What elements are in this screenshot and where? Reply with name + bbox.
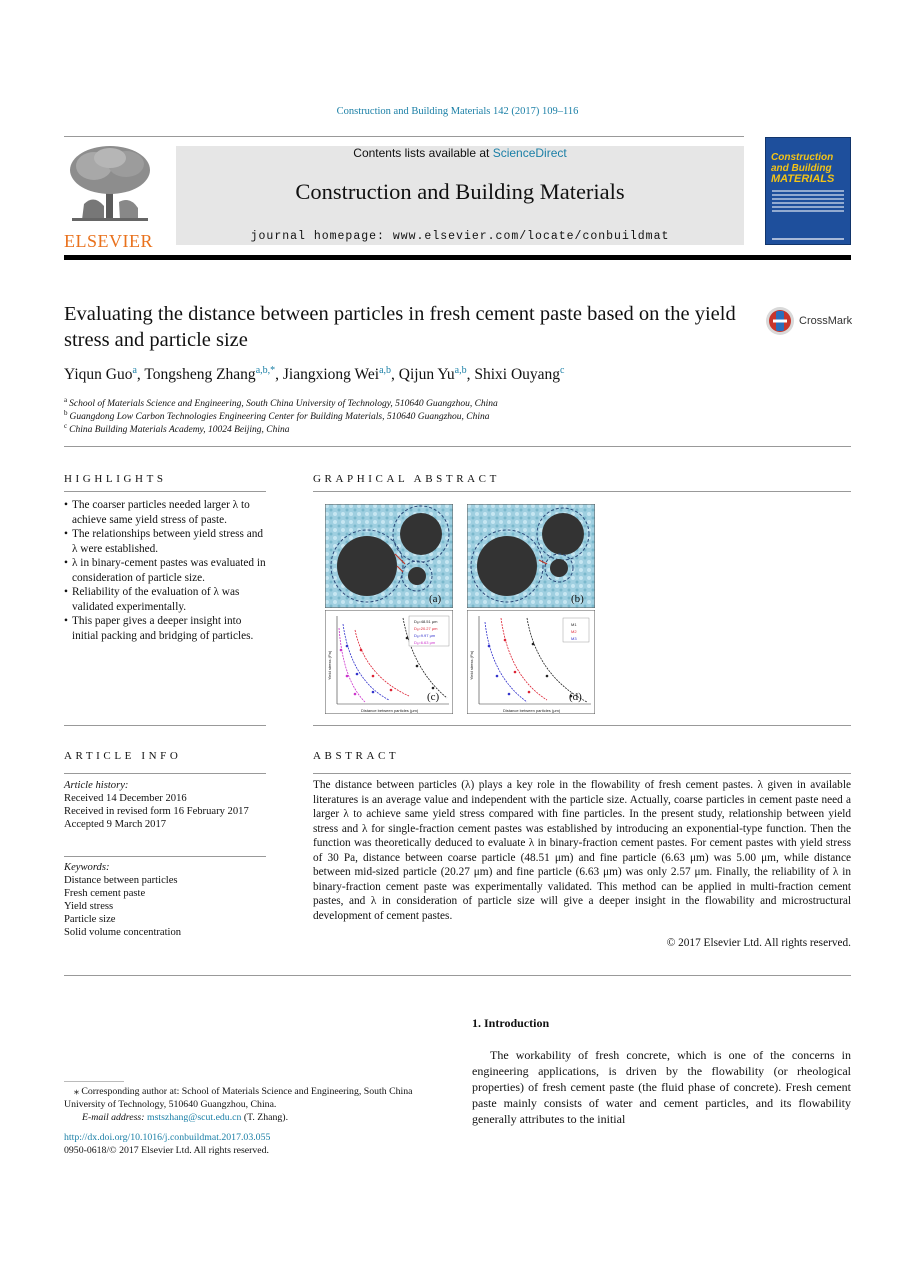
cover-title-line: Construction <box>771 152 834 163</box>
footnote <box>64 1085 445 1157</box>
section-rule <box>64 975 851 976</box>
abstract-rights: © 2017 Elsevier Ltd. All rights reserved. <box>666 937 851 949</box>
corresponding-author-note: ⁎ Corresponding author at: School of Materials Science and Engineering, South China University of Technology, 510640 Guangzhou, China. <box>64 1086 413 1111</box>
affiliation: $^c$ China Building Materials Academy, 10024 Beijing, China <box>64 422 290 435</box>
history-entry: Received 14 December 2016 <box>64 793 187 804</box>
author-list: Yiqun Guo$^a$, Tongsheng Zhang$^{a,b,*}$, Jiangxiong Wei$^{a,b}$, Qijun Yu$^{a,b}$, Shixi Ouyang$^c$ <box>64 365 565 383</box>
introduction-heading: 1. Introduction <box>472 1016 550 1030</box>
legend-entry: M2 <box>571 629 577 634</box>
legend-entry: Dₐ=6.63 μm <box>414 640 436 645</box>
highlight-item: • The coarser particles needed larger λ to achieve same yield stress of paste. <box>64 498 268 527</box>
particle-diagram-a <box>325 504 453 608</box>
email-line: E-mail address: mstszhang@scut.edu.cn (T. Zhang). <box>82 1112 289 1124</box>
journal-citation[interactable]: Construction and Building Materials 142 (2017) 109–116 <box>336 106 579 117</box>
crossmark-icon <box>765 305 795 337</box>
keywords <box>64 861 268 939</box>
legend-entry: Dₐ=20.27 μm <box>414 626 438 631</box>
elsevier-logo <box>64 144 156 251</box>
highlights-heading: HIGHLIGHTS <box>64 473 167 485</box>
y-axis-label: Yield stress (Pa) <box>469 650 474 680</box>
doi-link[interactable]: http://dx.doi.org/10.1016/j.conbuildmat.2017.03.055 <box>64 1131 271 1143</box>
keyword: Yield stress <box>64 901 114 912</box>
abstract-rule <box>313 773 851 774</box>
keyword: Fresh cement paste <box>64 888 146 899</box>
yield-stress-chart-d <box>467 610 595 714</box>
article-history <box>64 779 268 831</box>
masthead-thick-rule <box>64 255 851 260</box>
affiliation: $^a$ School of Materials Science and Engineering, South China University of Technology, 510640 Guangzhou, China <box>64 396 498 409</box>
keywords-label: Keywords: <box>64 862 110 873</box>
history-entry: Accepted 9 March 2017 <box>64 819 167 830</box>
panel-label: (d) <box>569 691 582 703</box>
keyword: Solid volume concentration <box>64 927 182 938</box>
legend-entry: M3 <box>571 636 577 641</box>
header-rule <box>64 136 744 137</box>
article-info-heading: ARTICLE INFO <box>64 750 182 762</box>
highlight-item: • λ in binary-cement pastes was evaluated in consideration of particle size. <box>64 556 268 585</box>
author[interactable]: Shixi Ouyang$^c$ <box>474 365 565 383</box>
x-axis-label: Distance between particles (μm) <box>361 708 419 713</box>
article-info-rule <box>64 773 266 774</box>
crossmark-label: CrossMark <box>799 315 853 327</box>
yield-stress-chart-c <box>325 610 453 714</box>
issn-line: 0950-0618/© 2017 Elsevier Ltd. All rights reserved. <box>64 1144 269 1156</box>
keyword: Distance between particles <box>64 875 178 886</box>
cover-text-block <box>772 190 844 212</box>
legend-entry: M1 <box>571 622 577 627</box>
keyword: Particle size <box>64 914 116 925</box>
footnote-rule <box>64 1081 124 1082</box>
crossmark-badge[interactable] <box>765 305 852 337</box>
panel-label: (a) <box>429 593 442 605</box>
journal-homepage[interactable]: journal homepage: www.elsevier.com/locate/conbuildmat <box>250 230 670 243</box>
elsevier-tree-icon <box>64 144 156 224</box>
legend-entry: Dₐ=9.97 μm <box>414 633 436 638</box>
y-axis-label: Yield stress (Pa) <box>327 650 332 680</box>
history-label: Article history: <box>64 780 129 791</box>
affiliation: $^b$ Guangdong Low Carbon Technologies Engineering Center for Building Materials, 510640 Guangzhou, China <box>64 409 490 422</box>
x-axis-label: Distance between particles (μm) <box>503 708 561 713</box>
journal-title: Construction and Building Materials <box>295 179 625 204</box>
journal-masthead <box>176 146 744 245</box>
abstract-text: The distance between particles (λ) plays a key role in the flowability of fresh cement pastes. λ given in available literatures is an average value and independent with the particle size. Actually, coarse particles in cement paste need a larger λ to achieve same yield stress compared with fine particles. In the present study, relationship between yield stress and λ for single-fraction cement pastes was established by introducing an exponential-type function. Then the function was theoretically deduced to evaluate λ in binary-fraction cement pastes. For cement pastes with yield stress of 30 Pa, distance between coarse particle (48.51 μm) and fine particle (6.63 μm) was 5.00 μm, while distance between mid-sized particle (20.27 μm) and fine particle (6.63 μm) was only 2.57 μm. Finally, the reliability of λ in binary-fraction cement paste was experimentally validated. This method can be applied in multi-fraction cement pastes, and λ in consideration of particle size will give a deeper insight in the flowability and microstructural development of cement pastes. <box>313 779 851 922</box>
contents-line: Contents lists available at ScienceDirect <box>353 146 567 160</box>
elsevier-wordmark: ELSEVIER <box>64 231 153 251</box>
cover-footer-rule <box>772 238 844 240</box>
cover-title-line: and Building <box>771 163 832 174</box>
highlights-list <box>64 498 268 643</box>
history-entry: Received in revised form 16 February 2017 <box>64 806 249 817</box>
paper-title: Evaluating the distance between particles in fresh cement paste based on the yield stress and particle size <box>64 303 736 351</box>
author[interactable]: Yiqun Guo$^a$ <box>64 365 137 383</box>
introduction-text: The workability of fresh concrete, which is one of the concerns in engineering applications, is driven by the flowability (or rheological properties) of fresh cement paste (the fluid phase of concrete). Fresh cement paste mainly consists of water and cement particles, and its flowability generally attributes to the initial <box>472 1048 851 1126</box>
section-rule <box>64 446 851 447</box>
highlight-item: • The relationships between yield stress and λ were established. <box>64 527 268 556</box>
email-link[interactable]: mstszhang@scut.edu.cn <box>146 1112 242 1124</box>
particle-diagram-b <box>467 504 595 608</box>
panel-label: (c) <box>427 691 440 703</box>
graphical-abstract-rule <box>313 491 851 492</box>
journal-cover[interactable] <box>765 137 851 245</box>
section-rule <box>64 725 266 726</box>
panel-label: (b) <box>571 593 584 605</box>
cover-title-line: MATERIALS <box>771 173 835 185</box>
sciencedirect-link[interactable]: ScienceDirect <box>492 146 567 160</box>
author[interactable]: Qijun Yu$^{a,b}$ <box>398 365 467 383</box>
keywords-rule <box>64 856 266 857</box>
highlights-rule <box>64 491 266 492</box>
abstract-heading: ABSTRACT <box>313 750 400 762</box>
highlight-item: • This paper gives a deeper insight into initial packing and bridging of particles. <box>64 614 268 643</box>
author[interactable]: Tongsheng Zhang$^{a,b,*}$ <box>144 365 276 383</box>
legend-entry: Dₐ=48.51 μm <box>414 619 438 624</box>
highlight-item: • Reliability of the evaluation of λ was validated experimentally. <box>64 585 268 614</box>
author[interactable]: Jiangxiong Wei$^{a,b}$ <box>282 365 392 383</box>
graphical-abstract-figure[interactable] <box>325 504 595 714</box>
section-rule <box>313 725 851 726</box>
graphical-abstract-heading: GRAPHICAL ABSTRACT <box>313 473 500 485</box>
